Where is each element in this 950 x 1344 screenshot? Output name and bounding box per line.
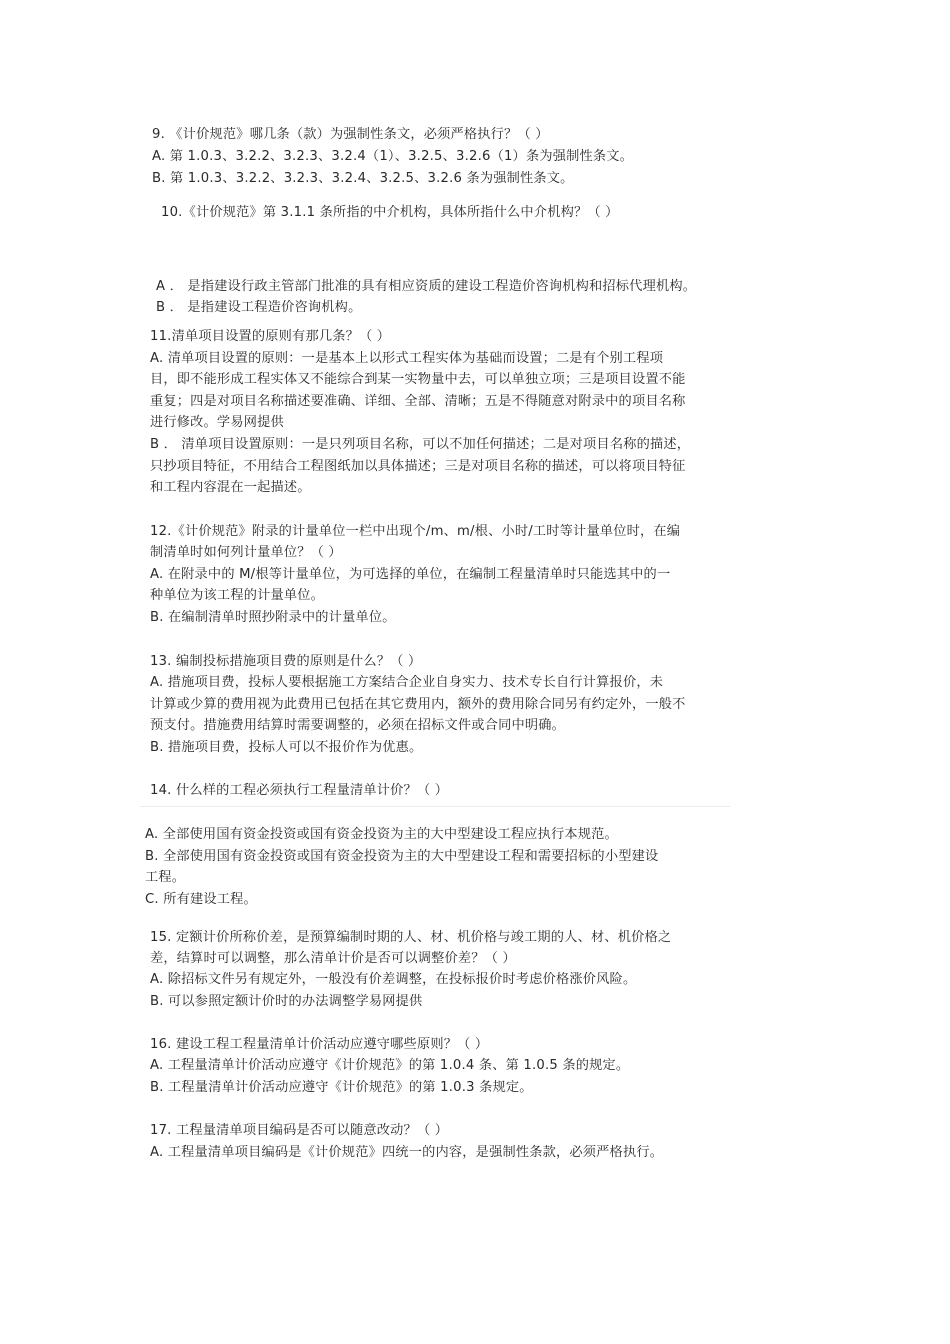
question-13-option-a-line: 计算或少算的费用视为此费用已包括在其它费用内，额外的费用除合同另有约定外，一般不: [150, 697, 686, 712]
question-10-option-b: B ． 是指建设工程造价咨询机构。: [156, 300, 362, 315]
question-15-line: 差，结算时可以调整，那么清单计价是否可以调整价差？（ ）: [150, 951, 516, 966]
question-9: 9. 《计价规范》哪几条（款）为强制性条文，必须严格执行？（ ）: [152, 127, 549, 142]
question-14-option-b-line: 工程。: [145, 870, 186, 885]
question-11-option-a-line: 进行修改。学易网提供: [150, 415, 284, 430]
question-11-option-b-line: 和工程内容混在一起描述。: [150, 480, 311, 495]
question-11-option-b-line: 只抄项目特征，不用结合工程图纸加以具体描述；三是对项目名称的描述，可以将项目特征: [150, 459, 686, 474]
question-14-option-a: A. 全部使用国有资金投资或国有资金投资为主的大中型建设工程应执行本规范。: [145, 827, 618, 842]
question-15-line: 15. 定额计价所称价差，是预算编制时期的人、材、机价格与竣工期的人、材、机价格之: [150, 930, 672, 945]
question-15-option-a: A. 除招标文件另有规定外，一般没有价差调整，在投标报价时考虑价格涨价风险。: [150, 972, 637, 987]
question-11-option-b-line: B ． 清单项目设置原则：一是只列项目名称，可以不加任何描述；二是对项目名称的描述，: [150, 437, 691, 452]
question-12-option-a-line: 种单位为该工程的计量单位。: [150, 588, 325, 603]
question-14: 14. 什么样的工程必须执行工程量清单计价？（ ）: [150, 783, 449, 798]
question-14-option-c: C. 所有建设工程。: [145, 892, 257, 907]
question-13: 13. 编制投标措施项目费的原则是什么？（ ）: [150, 654, 422, 669]
question-13-option-a-line: A. 措施项目费，投标人要根据施工方案结合企业自身实力、技术专长自行计算报价，未: [150, 675, 664, 690]
question-14-option-b-line: B. 全部使用国有资金投资或国有资金投资为主的大中型建设工程和需要招标的小型建设: [145, 849, 659, 864]
question-11-option-a-line: 重复；四是对项目名称描述要准确、详细、全部、清晰；五是不得随意对附录中的项目名称: [150, 394, 686, 409]
question-11-option-a-line: 目，即不能形成工程实体又不能综合到某一实物量中去，可以单独立项；三是项目设置不能: [150, 372, 686, 387]
question-15-option-b: B. 可以参照定额计价时的办法调整学易网提供: [150, 994, 423, 1009]
question-11: 11.清单项目设置的原则有那几条？（ ）: [150, 329, 391, 344]
question-10: 10.《计价规范》第 3.1.1 条所指的中介机构，具体所指什么中介机构？（ ）: [161, 205, 619, 220]
question-17: 17. 工程量清单项目编码是否可以随意改动？（ ）: [150, 1123, 449, 1138]
question-16-option-b: B. 工程量清单计价活动应遵守《计价规范》的第 1.0.3 条规定。: [150, 1080, 533, 1095]
question-9-option-b: B. 第 1.0.3、3.2.2、3.2.3、3.2.4、3.2.5、3.2.6 条为强制性条文。: [152, 171, 574, 186]
question-12-option-b: B. 在编制清单时照抄附录中的计量单位。: [150, 610, 396, 625]
question-17-option-a: A. 工程量清单项目编码是《计价规范》四统一的内容，是强制性条款，必须严格执行。: [150, 1145, 664, 1160]
section-divider: [140, 806, 730, 807]
question-16-option-a: A. 工程量清单计价活动应遵守《计价规范》的第 1.0.4 条、第 1.0.5 条的规定。: [150, 1058, 630, 1073]
question-16: 16. 建设工程工程量清单计价活动应遵守哪些原则？（ ）: [150, 1037, 489, 1052]
question-12-line: 制清单时如何列计量单位？（ ）: [150, 545, 342, 560]
question-10-option-a: A ． 是指建设行政主管部门批准的具有相应资质的建设工程造价咨询机构和招标代理机构。: [156, 279, 697, 294]
question-13-option-a-line: 预支付。措施费用结算时需要调整的，必须在招标文件或合同中明确。: [150, 718, 566, 733]
question-9-option-a: A. 第 1.0.3、3.2.2、3.2.3、3.2.4（1）、3.2.5、3.2.6（1）条为强制性条文。: [152, 149, 634, 164]
question-12-option-a-line: A. 在附录中的 M/根等计量单位，为可选择的单位，在编制工程量清单时只能选其中的一: [150, 567, 671, 582]
question-12-line: 12.《计价规范》附录的计量单位一栏中出现个/m、m/根、小时/工时等计量单位时，在编: [150, 524, 681, 539]
question-13-option-b: B. 措施项目费，投标人可以不报价作为优惠。: [150, 740, 423, 755]
question-11-option-a-line: A. 清单项目设置的原则：一是基本上以形式工程实体为基础而设置；二是有个别工程项: [150, 351, 664, 366]
